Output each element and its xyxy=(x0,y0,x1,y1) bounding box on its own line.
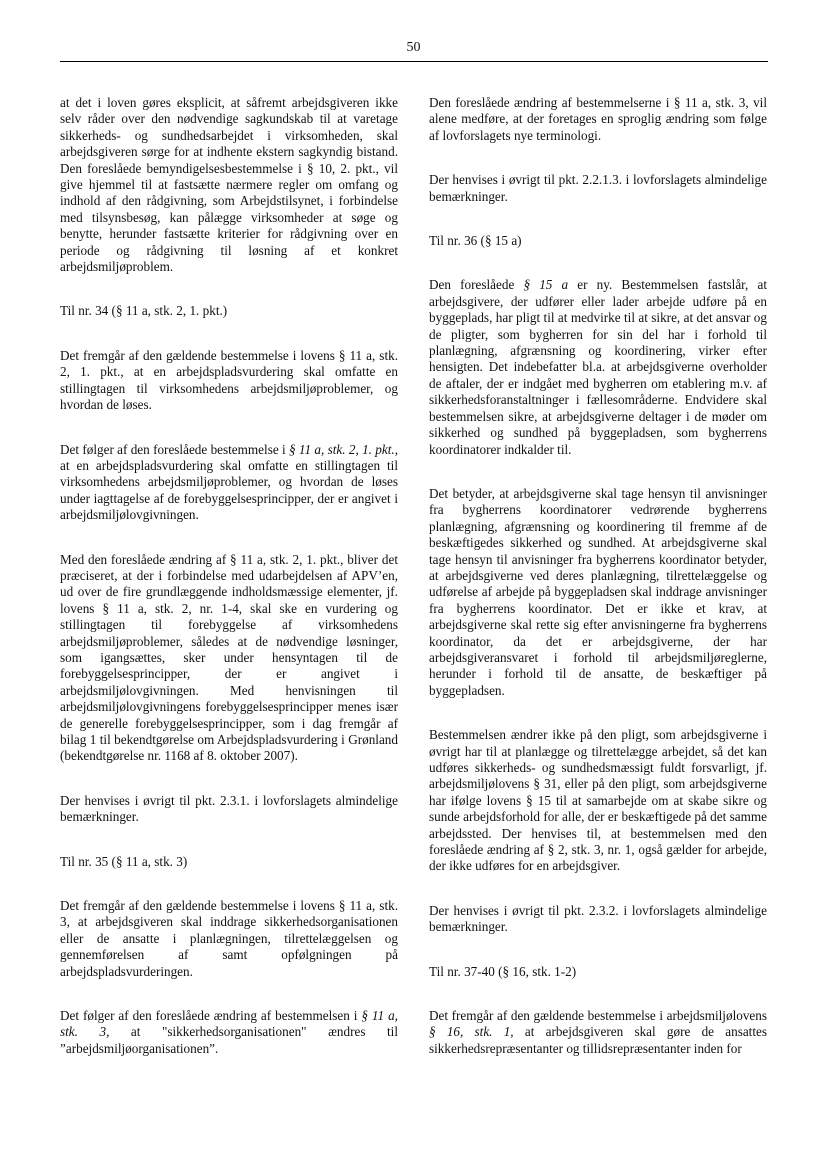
section-heading: Til nr. 36 (§ 15 a) xyxy=(429,233,522,249)
section-heading: Til nr. 35 (§ 11 a, stk. 3) xyxy=(60,853,188,869)
paragraph: Det fremgår af den gældende bestemmelse i lovens § 11 a, stk. 3, at arbejdsgiveren skal inddrage sikkerhedsorganisationen eller de ansatte i planlægningen, tilrettelæggelsen og gennemførelsen af samt opfølgningen på arbejdspladsvurderingen. xyxy=(60,898,398,979)
paragraph: Der henvises i øvrigt til pkt. 2.3.1. i lovforslagets almindelige bemærkninger. xyxy=(60,792,398,825)
section-heading: Til nr. 37-40 (§ 16, stk. 1-2) xyxy=(429,963,577,979)
paragraph-text: at arbejdsgiveren skal gøre de ansattes sikkerhedsrepræsentanter og tillidsrepræsentanter inden for xyxy=(429,1024,767,1056)
paragraph-text: Den foreslåede xyxy=(429,277,524,293)
paragraph-text: at en arbejdspladsvurdering skal omfatte en stillingtagen til virksomhedens arbejdsmiljøproblemer, og hvordan de løses under iagttagelse af de forebyggelsesprincipper, der er angivet i arbejdsmiljølovgivningen. xyxy=(60,457,398,523)
paragraph: Med den foreslåede ændring af § 11 a, stk. 2, 1. pkt., bliver det præciseret, at der i forbindelse med udarbejdelsen af APV’en, ud over de fire grundlæggende indholdsmæssige elementer, jf. lovens § 11 a, stk. 2, nr. 1-4, skal ske en vurdering og stillingtagen til forebyggelse af virksomhedens arbejdsmiljøproblemer, således at de nødvendige løsninger, som igangsættes, sker under hensyntagen til de forebyggelsesprincipper, der er angivet i arbejdsmiljølovgivningen. Med henvisningen til arbejdsmiljølovgivningens forebyggelsesprincipper menes især de generelle forebyggelsesprincipper, som i dag fremgår af bilag 1 til bekendtgørelse om Arbejdspladsvurdering i Grønland (bekendtgørelse nr. 1168 af 8. oktober 2007). xyxy=(60,551,398,764)
section-heading: Til nr. 34 (§ 11 a, stk. 2, 1. pkt.) xyxy=(60,303,228,319)
paragraph-text: at "sikkerhedsorganisationen" ændres til ”arbejdsmiljøorganisationen”. xyxy=(60,1024,399,1056)
paragraph-emphasis: § 15 a xyxy=(523,277,569,293)
paragraph xyxy=(429,1008,767,1057)
page-number: 50 xyxy=(406,40,421,55)
paragraph-text: Det følger af den foreslåede ændring af bestemmelsen i xyxy=(60,1008,362,1024)
paragraph: Der henvises i øvrigt til pkt. 2.3.2. i lovforslagets almindelige bemærkninger. xyxy=(429,902,767,935)
paragraph: Der henvises i øvrigt til pkt. 2.2.1.3. i lovforslagets almindelige bemærkninger. xyxy=(429,172,767,204)
header-rule xyxy=(60,61,768,62)
paragraph-text: Det følger af den foreslåede bestemmelse i xyxy=(60,441,289,457)
paragraph: at det i loven gøres eksplicit, at såfremt arbejdsgiveren ikke selv råder over den nødvendige sagkundskab til at varetage sikkerheds- og sundhedsarbejdet i virksomheden, skal arbejdsgiveren sørge for at indhente ekstern sagkyndig bistand. Den foreslåede bemyndigelsesbestemmelse i § 10, 2. pkt., vil give hjemmel til at fastsætte nærmere regler om omfang og indhold af den rådgivning, som Arbejdstilsynet, i forbindelse med tilsynsbesøg, kan pålægge virksomheder at søge og benytte, herunder fastsætte kriterier for rådgivning over en periode og rådgivning til løsning af et konkret arbejdsmiljøproblem. xyxy=(60,95,398,275)
right-column xyxy=(429,95,767,1085)
paragraph xyxy=(60,1008,398,1057)
paragraph-text: Det fremgår af den gældende bestemmelse i arbejdsmiljølovens xyxy=(429,1008,767,1024)
paragraph-text: er ny. Bestemmelsen fastslår, at arbejdsgivere, der udfører eller lader arbejde udføre på en byggeplads, har pligt til at medvirke til at sikre, at det ansvar og de pligter, som bygherren for sin del har i forhold til planlægning, afgrænsning og koordinering, virker efter hensigten. Det indebefatter bl.a. at arbejdsgiverne overholder de aftaler, der er indgået med bygherren om etablering m.v. af sikkerhedsforanstaltninger i fællesområderne. Endvidere skal bestemmelsen sikre, at arbejdsgiverne deltager i de møder om sikkerhed og sundhed på byggepladsen, som bygherrens koordinatorer indkalder til. xyxy=(429,277,768,457)
left-column xyxy=(60,95,398,1085)
paragraph: Bestemmelsen ændrer ikke på den pligt, som arbejdsgiverne i øvrigt har til at planlægge og tilrettelægge arbejdet, så det kan udføres sikkerheds- og sundhedsmæssigt fuldt forsvarligt, jf. arbejdsmiljølovens § 31, eller på den pligt, som arbejdsgiverne har ifølge lovens § 15 til at samarbejde om at skabe sikre og sunde arbejdsforhold for alle, der er beskæftigede på det samme arbejdssted. Der henvises til, at bestemmelsen med den foreslåede ændring af § 2, stk. 3, nr. 1, også gælder for arbejde, der ikke udføres for en arbejdsgiver. xyxy=(429,727,767,874)
paragraph: Det fremgår af den gældende bestemmelse i lovens § 11 a, stk. 2, 1. pkt., at en arbejdspladsvurdering skal omfatte en stillingtagen til virksomhedens arbejdsmiljøproblemer, og hvordan de løses. xyxy=(60,347,398,413)
paragraph xyxy=(60,442,398,524)
paragraph: Det betyder, at arbejdsgiverne skal tage hensyn til anvisninger fra bygherrens koordinatorer vedrørende bygherrens planlægning, afgrænsning og koordinering til fremme af de beskæftigedes sikkerhed og sundhed. At arbejdsgiverne skal tage hensyn til anvisninger fra bygherrens koordinator betyder, at arbejdsgiverne ved deres planlægning, tilrettelæggelse og udførelse af arbejde på byggepladsen skal inddrage anvisninger fra bygherrens koordinator. Det er ikke et krav, at arbejdsgiverne skal rette sig efter anvisningerne fra bygherrens koordinator, da det er arbejdsgiverne, der har arbejdsgiveransvaret i forhold til arbejdsmiljøreglerne, herunder i forhold til de ansatte, de beskæftiger på byggepladsen. xyxy=(429,485,767,698)
paragraph xyxy=(429,277,767,457)
paragraph-emphasis: § 11 a, stk. 3, xyxy=(60,1008,398,1040)
paragraph: Den foreslåede ændring af bestemmelserne i § 11 a, stk. 3, vil alene medføre, at der foretages en sproglig ændring som følge af lovforslagets nye terminologi. xyxy=(429,95,767,143)
paragraph-emphasis: § 11 a, stk. 2, 1. pkt., xyxy=(288,441,398,457)
paragraph-emphasis: § 16, stk. 1, xyxy=(429,1024,514,1040)
